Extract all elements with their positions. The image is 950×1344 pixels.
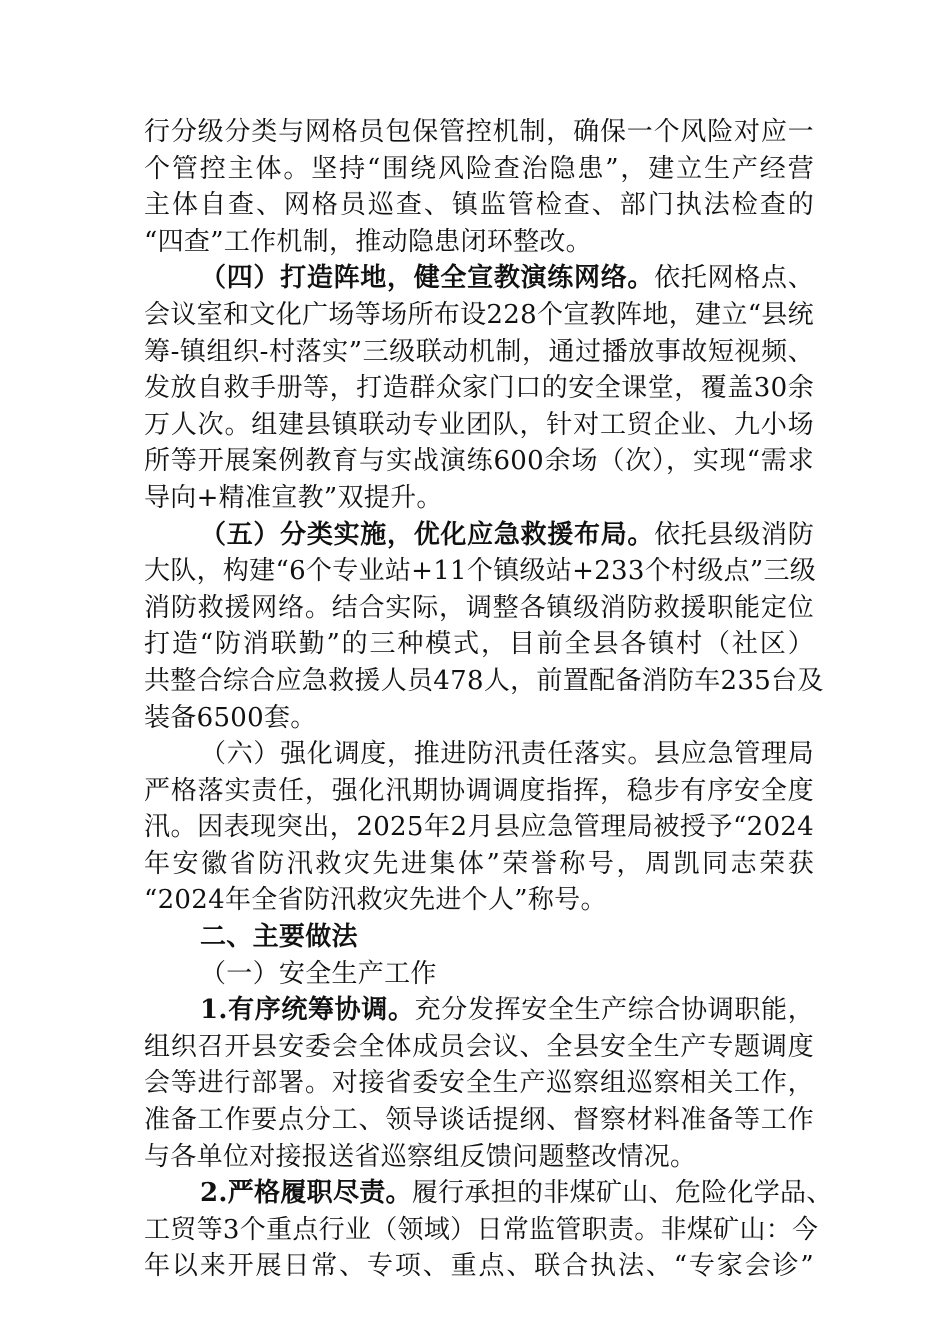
text-line: 汛。因表现突出，2025年2月县应急管理局被授予“2024 bbox=[144, 812, 814, 843]
text-line: 严格落实责任，强化汛期协调调度指挥，稳步有序安全度 bbox=[144, 775, 814, 806]
text-run: 充分发挥安全生产综合协调职能， bbox=[414, 995, 814, 1026]
text-line: 大队，构建“6个专业站+11个镇级站+233个村级点”三级 bbox=[144, 556, 817, 587]
text-run: 县应急管理局 bbox=[654, 739, 814, 770]
paragraph-four-first-line bbox=[144, 260, 814, 297]
text-line: 个管控主体。坚持“围绕风险查治隐患”，建立生产经营 bbox=[144, 153, 814, 184]
text-line: 会议室和文化广场等场所布设228个宣教阵地，建立“县统 bbox=[144, 299, 814, 330]
text-line: 会等进行部署。对接省委安全生产巡察组巡察相关工作， bbox=[144, 1068, 814, 1099]
text-line: 年以来开展日常、专项、重点、联合执法、“专家会诊” bbox=[144, 1251, 814, 1282]
item-one-heading: 1.有序统筹协调。 bbox=[200, 995, 415, 1026]
text-line: 共整合综合应急救援人员478人，前置配备消防车235台及 bbox=[144, 665, 824, 696]
text-line: “2024年全省防汛救灾先进个人”称号。 bbox=[144, 885, 607, 916]
text-line: 所等开展案例教育与实战演练600余场（次），实现“需求 bbox=[144, 446, 814, 477]
text-line: 万人次。组建县镇联动专业团队，针对工贸企业、九小场 bbox=[144, 409, 814, 440]
paragraph-five-heading: （五）分类实施，优化应急救援布局。 bbox=[200, 519, 655, 550]
item-two-first-line bbox=[144, 1175, 833, 1212]
text-line: 组织召开县安委会全体成员会议、全县安全生产专题调度 bbox=[144, 1031, 814, 1062]
text-line: 主体自查、网格员巡查、镇监管检查、部门执法检查的 bbox=[144, 190, 814, 221]
text-line: 装备6500套。 bbox=[144, 702, 317, 733]
text-line: 与各单位对接报送省巡察组反馈问题整改情况。 bbox=[144, 1141, 697, 1172]
text-line: 年安徽省防汛救灾先进集体”荣誉称号，周凯同志荣获 bbox=[144, 848, 814, 879]
text-run: 履行承担的非煤矿山、危险化学品、 bbox=[411, 1178, 833, 1209]
subsection-heading: （一）安全生产工作 bbox=[200, 958, 437, 989]
item-two-heading: 2.严格履职尽责。 bbox=[200, 1178, 412, 1209]
paragraph-five-first-line bbox=[144, 517, 814, 554]
text-run: 依托网格点、 bbox=[654, 263, 814, 294]
text-line: 准备工作要点分工、领导谈话提纲、督察材料准备等工作 bbox=[144, 1105, 814, 1136]
paragraph-four-heading: （四）打造阵地，健全宣教演练网络。 bbox=[200, 263, 655, 294]
text-line: 导向+精准宣教”双提升。 bbox=[144, 482, 443, 513]
text-run: 依托县级消防 bbox=[654, 519, 814, 550]
section-heading: 二、主要做法 bbox=[200, 922, 358, 953]
text-line: “四查”工作机制，推动隐患闭环整改。 bbox=[144, 226, 592, 257]
text-line: 打造“防消联勤”的三种模式，目前全县各镇村（社区） bbox=[144, 629, 814, 660]
item-one-first-line bbox=[144, 992, 814, 1029]
paragraph-six-first-line bbox=[144, 736, 814, 773]
text-line: 消防救援网络。结合实际，调整各镇级消防救援职能定位 bbox=[144, 592, 814, 623]
text-line: 筹-镇组织-村落实”三级联动机制，通过播放事故短视频、 bbox=[144, 336, 814, 367]
text-line: 发放自救手册等，打造群众家门口的安全课堂，覆盖30余 bbox=[144, 373, 814, 404]
paragraph-six-heading: （六）强化调度，推进防汛责任落实。 bbox=[200, 739, 655, 770]
text-line: 工贸等3个重点行业（领域）日常监管职责。非煤矿山：今 bbox=[144, 1214, 819, 1245]
document-body bbox=[144, 114, 833, 1285]
text-line: 行分级分类与网格员包保管控机制，确保一个风险对应一 bbox=[144, 117, 814, 147]
